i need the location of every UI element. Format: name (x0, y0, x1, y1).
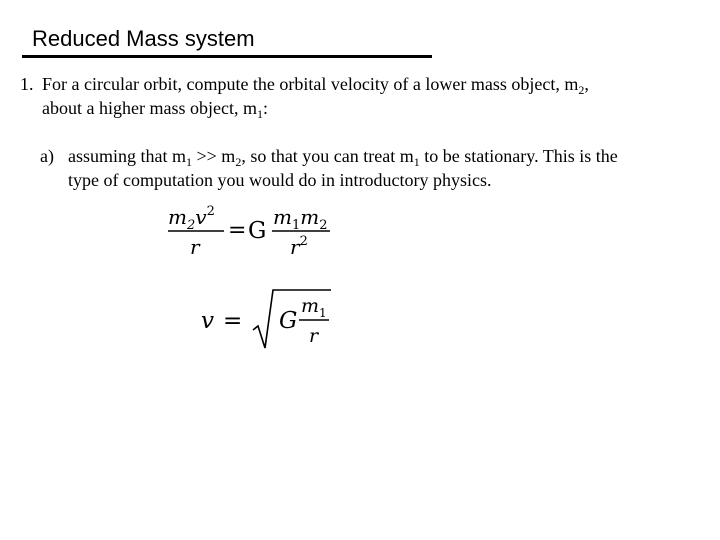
eq1-rhs-m1-sub: 1 (291, 218, 301, 233)
svg-text:m1 (301, 295, 327, 320)
eq2-equals: = (223, 308, 243, 334)
eq1-lhs-v: v (195, 205, 207, 229)
title-underline (22, 55, 432, 58)
part-a-line-1 (68, 144, 618, 168)
part-a-seg-4: to be stationary. This is the (419, 146, 618, 166)
eq1-G: G (248, 218, 267, 244)
equation-force-balance (160, 200, 350, 264)
part-a-sub-1: 1 (186, 155, 192, 169)
problem-line-1-text: For a circular orbit, compute the orbital velocity of a lower mass object, m (42, 74, 579, 94)
eq2-lhs-v: v (201, 308, 214, 334)
eq1-rhs-den-exp: 2 (299, 234, 308, 249)
eq1-lhs-v-exp: 2 (206, 204, 215, 219)
part-a-seg-2: >> m (192, 146, 236, 166)
problem-line-2-subscript: 1 (256, 107, 263, 121)
problem-line-2-end: : (262, 98, 268, 118)
eq1-rhs-den-r: r (290, 235, 300, 259)
svg-text:r2 (290, 234, 308, 259)
eq1-lhs-m: m (168, 205, 187, 229)
eq1-lhs-m-sub: 2 (186, 218, 196, 233)
part-a-line-2: type of computation you would do in introductory physics. (68, 170, 492, 190)
problem-number: 1. (20, 74, 34, 94)
problem-line-2 (42, 96, 268, 120)
part-a-label: a) (40, 146, 54, 166)
problem-line-1 (42, 72, 589, 96)
eq2-G: G (279, 308, 298, 334)
eq1-rhs-m2-sub: 2 (319, 218, 328, 233)
equation-orbital-velocity (195, 284, 345, 354)
part-a-sub-3: 1 (413, 155, 420, 169)
part-a-seg-3: , so that you can treat m (241, 146, 414, 166)
slide-title: Reduced Mass system (32, 26, 255, 51)
eq1-rhs-m2: m (300, 205, 320, 229)
svg-text:m2v2 (168, 204, 215, 233)
eq1-equals: = (228, 218, 247, 243)
eq2-den: r (309, 325, 319, 347)
problem-line-1-end: , (584, 74, 589, 94)
eq2-num-sub: 1 (319, 306, 327, 320)
eq1-lhs-den: r (190, 235, 200, 259)
problem-line-1-subscript: 2 (578, 83, 585, 97)
problem-line-2-text: about a higher mass object, m (42, 98, 257, 118)
part-a-seg-1: assuming that m (68, 146, 186, 166)
svg-text:m1m2 (273, 205, 328, 233)
part-a-sub-2: 2 (235, 155, 242, 169)
eq2-num-m: m (301, 295, 320, 317)
eq1-rhs-m1: m (273, 205, 292, 229)
